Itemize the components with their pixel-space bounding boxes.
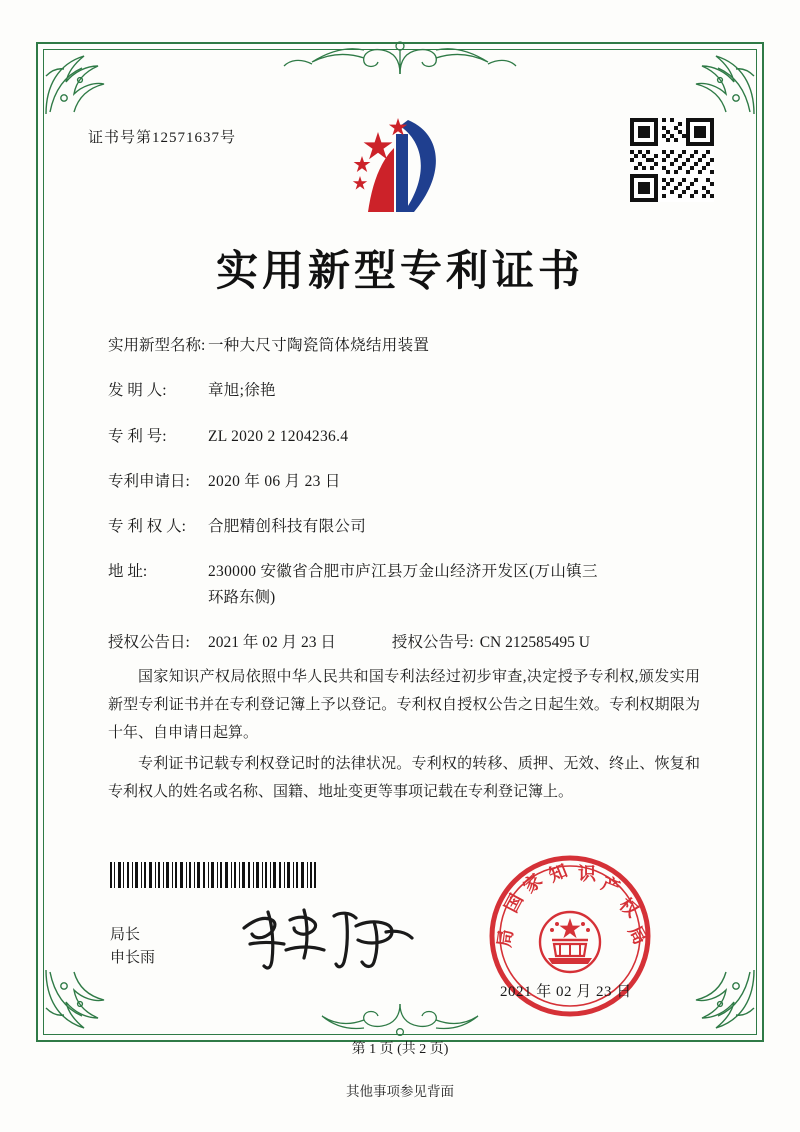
barcode-icon [110, 862, 316, 888]
legal-paragraph-1: 国家知识产权局依照中华人民共和国专利法经过初步审查,决定授予专利权,颁发实用新型专利证书并在专利登记簿上予以登记。专利权自授权公告之日起生效。专利权期限为十年、自申请日起算。 [108, 669, 700, 741]
page-number: 第 1 页 (共 2 页) [351, 1042, 449, 1057]
signature-role: 局长 [110, 927, 141, 943]
field-value: ZL 2020 2 1204236.4 [208, 427, 349, 445]
field-value: 一种大尺寸陶瓷筒体烧结用装置 [208, 337, 430, 354]
field-patentee [108, 515, 708, 538]
patent-fields [108, 334, 708, 676]
legal-text [108, 664, 700, 811]
field-utility-model-name [108, 334, 708, 357]
field-value: 章旭;徐艳 [208, 382, 276, 400]
svg-text:局: 局 [494, 927, 517, 949]
field-label: 专 利 号: [108, 427, 167, 445]
field-label: 实用新型名称: [108, 337, 206, 354]
signature-name: 申长雨 [110, 950, 156, 967]
seal-date: 2021 年 02 月 23 日 [500, 984, 632, 1000]
svg-text:局: 局 [624, 922, 651, 948]
top-ornament-icon [250, 34, 550, 78]
svg-text:家: 家 [519, 870, 547, 897]
page-title: 实用新型专利证书 [215, 249, 584, 295]
announcement-number-value: CN 212585495 U [479, 633, 590, 651]
svg-text:国: 国 [500, 890, 527, 916]
field-label: 专利申请日: [108, 472, 190, 490]
field-value-line2: 环路东侧) [208, 588, 276, 606]
field-label: 地 址: [108, 563, 148, 581]
field-label: 专 利 权 人: [108, 518, 186, 535]
handwritten-signature-icon [238, 898, 418, 974]
field-patent-number [108, 425, 708, 448]
announcement-date-label: 授权公告日: [108, 633, 190, 651]
legal-paragraph-2: 专利证书记载专利权登记时的法律状况。专利权的转移、质押、无效、终止、恢复和专利权人的姓名或名称、国籍、地址变更等事项记载在专利登记簿上。 [108, 756, 700, 800]
qr-code-icon [630, 118, 714, 202]
bottom-ornament-icon [290, 1000, 510, 1040]
svg-text:权: 权 [615, 894, 643, 922]
field-value: 合肥精创科技有限公司 [208, 518, 367, 535]
field-value: 230000 安徽省合肥市庐江县万金山经济开发区(万山镇三 [208, 563, 598, 581]
field-application-date [108, 470, 708, 493]
signature-block [110, 924, 155, 971]
footnote: 其他事项参见背面 [346, 1084, 454, 1099]
svg-text:产: 产 [598, 873, 623, 899]
field-inventor [108, 379, 708, 402]
certificate-number: 证书号第12571637号 [88, 130, 237, 146]
field-announcement [108, 631, 708, 654]
svg-text:识: 识 [578, 864, 596, 884]
announcement-number-label: 授权公告号: [391, 633, 474, 651]
field-label: 发 明 人: [108, 382, 167, 400]
field-value: 2020 年 06 月 23 日 [208, 472, 341, 490]
svg-text:知: 知 [546, 860, 571, 886]
cnipa-logo-icon [338, 112, 462, 224]
announcement-date-value: 2021 年 02 月 23 日 [208, 633, 336, 651]
field-address [108, 560, 708, 609]
